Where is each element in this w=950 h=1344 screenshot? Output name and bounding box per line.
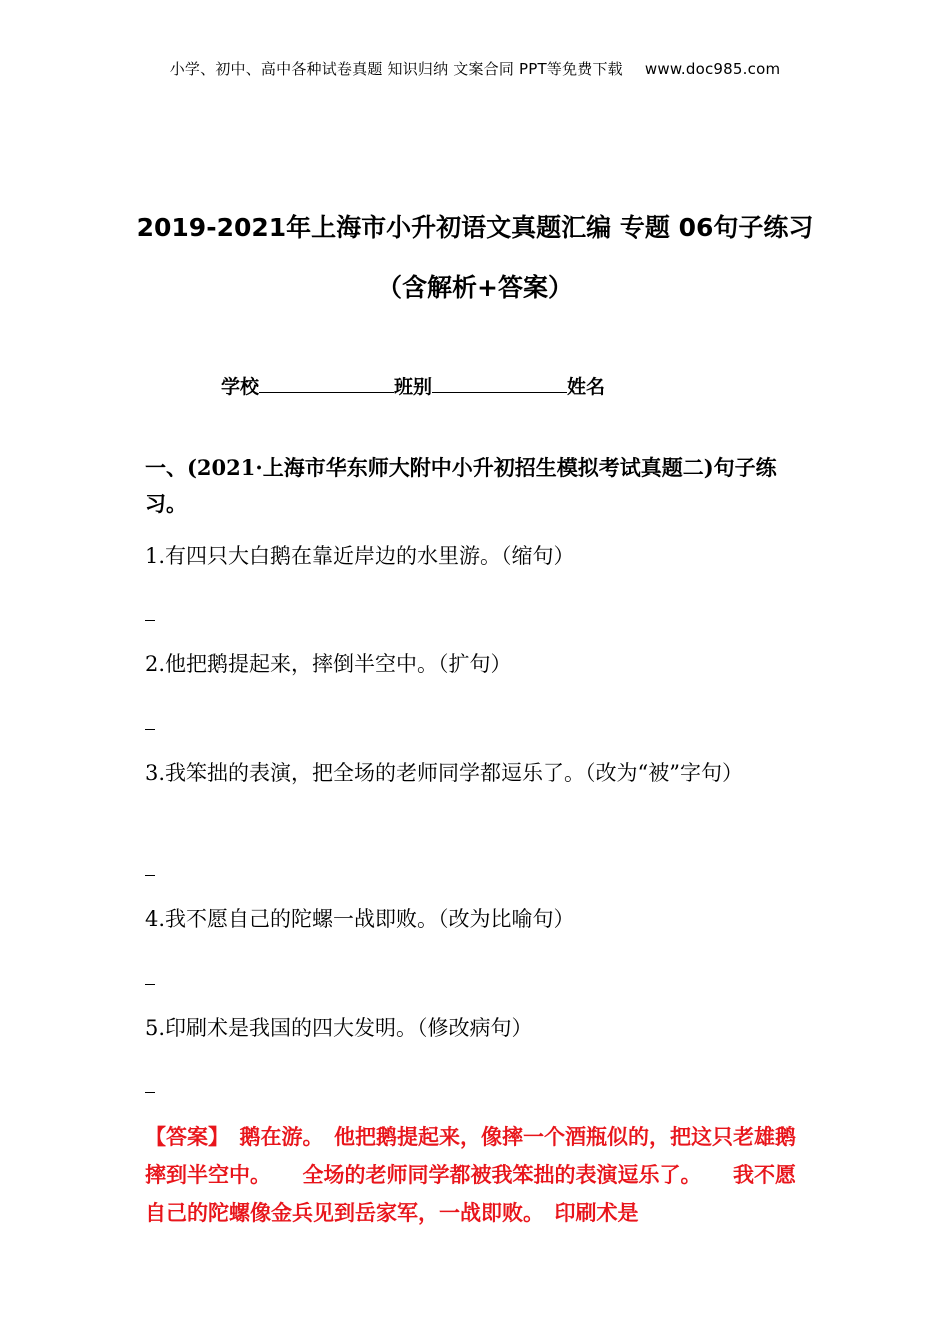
answer-line-5[interactable] bbox=[145, 1092, 155, 1093]
header-site[interactable]: www.doc985.com bbox=[644, 60, 781, 78]
answer-line-1[interactable] bbox=[145, 620, 155, 621]
question-4: 4.我不愿自己的陀螺一战即败。（改为比喻句） bbox=[145, 907, 575, 931]
answer-label: 【答案】 bbox=[145, 1125, 219, 1149]
question-1: 1.有四只大白鹅在靠近岸边的水里游。（缩句） bbox=[145, 544, 575, 568]
page-header bbox=[0, 58, 950, 79]
class-label: 班别 bbox=[394, 376, 433, 398]
school-blank[interactable] bbox=[259, 373, 394, 393]
answer-text: 鹅在游。 他把鹅提起来，像摔一个酒瓶似的，把这只老雄鹅摔到半空中。 全场的老师同学都被我笨拙的表演逗乐了。 我不愿自己的陀螺像金兵见到岳家军，一战即败。 印刷术是 bbox=[145, 1125, 796, 1225]
document-title: 2019-2021年上海市小升初语文真题汇编 专题 06句子练习 bbox=[136, 213, 814, 242]
answer-line-4[interactable] bbox=[145, 984, 155, 985]
school-label: 学校 bbox=[221, 376, 260, 398]
student-info-row bbox=[221, 372, 605, 399]
answer-line-3[interactable] bbox=[145, 875, 155, 876]
answer-line-2[interactable] bbox=[145, 729, 155, 730]
header-text: 小学、初中、高中各种试卷真题 知识归纳 文案合同 PPT等免费下载 bbox=[169, 60, 623, 78]
question-2: 2.他把鹅提起来，摔倒半空中。（扩句） bbox=[145, 652, 512, 676]
question-3: 3.我笨拙的表演，把全场的老师同学都逗乐了。（改为“被”字句） bbox=[145, 761, 744, 785]
question-5: 5.印刷术是我国的四大发明。（修改病句） bbox=[145, 1016, 533, 1040]
section-heading: 一、(2021·上海市华东师大附中小升初招生模拟考试真题二)句子练习。 bbox=[145, 455, 777, 516]
name-label: 姓名 bbox=[567, 376, 606, 398]
document-subtitle: （含解析+答案） bbox=[377, 273, 573, 302]
answer-block bbox=[145, 1118, 815, 1232]
class-blank[interactable] bbox=[432, 373, 567, 393]
